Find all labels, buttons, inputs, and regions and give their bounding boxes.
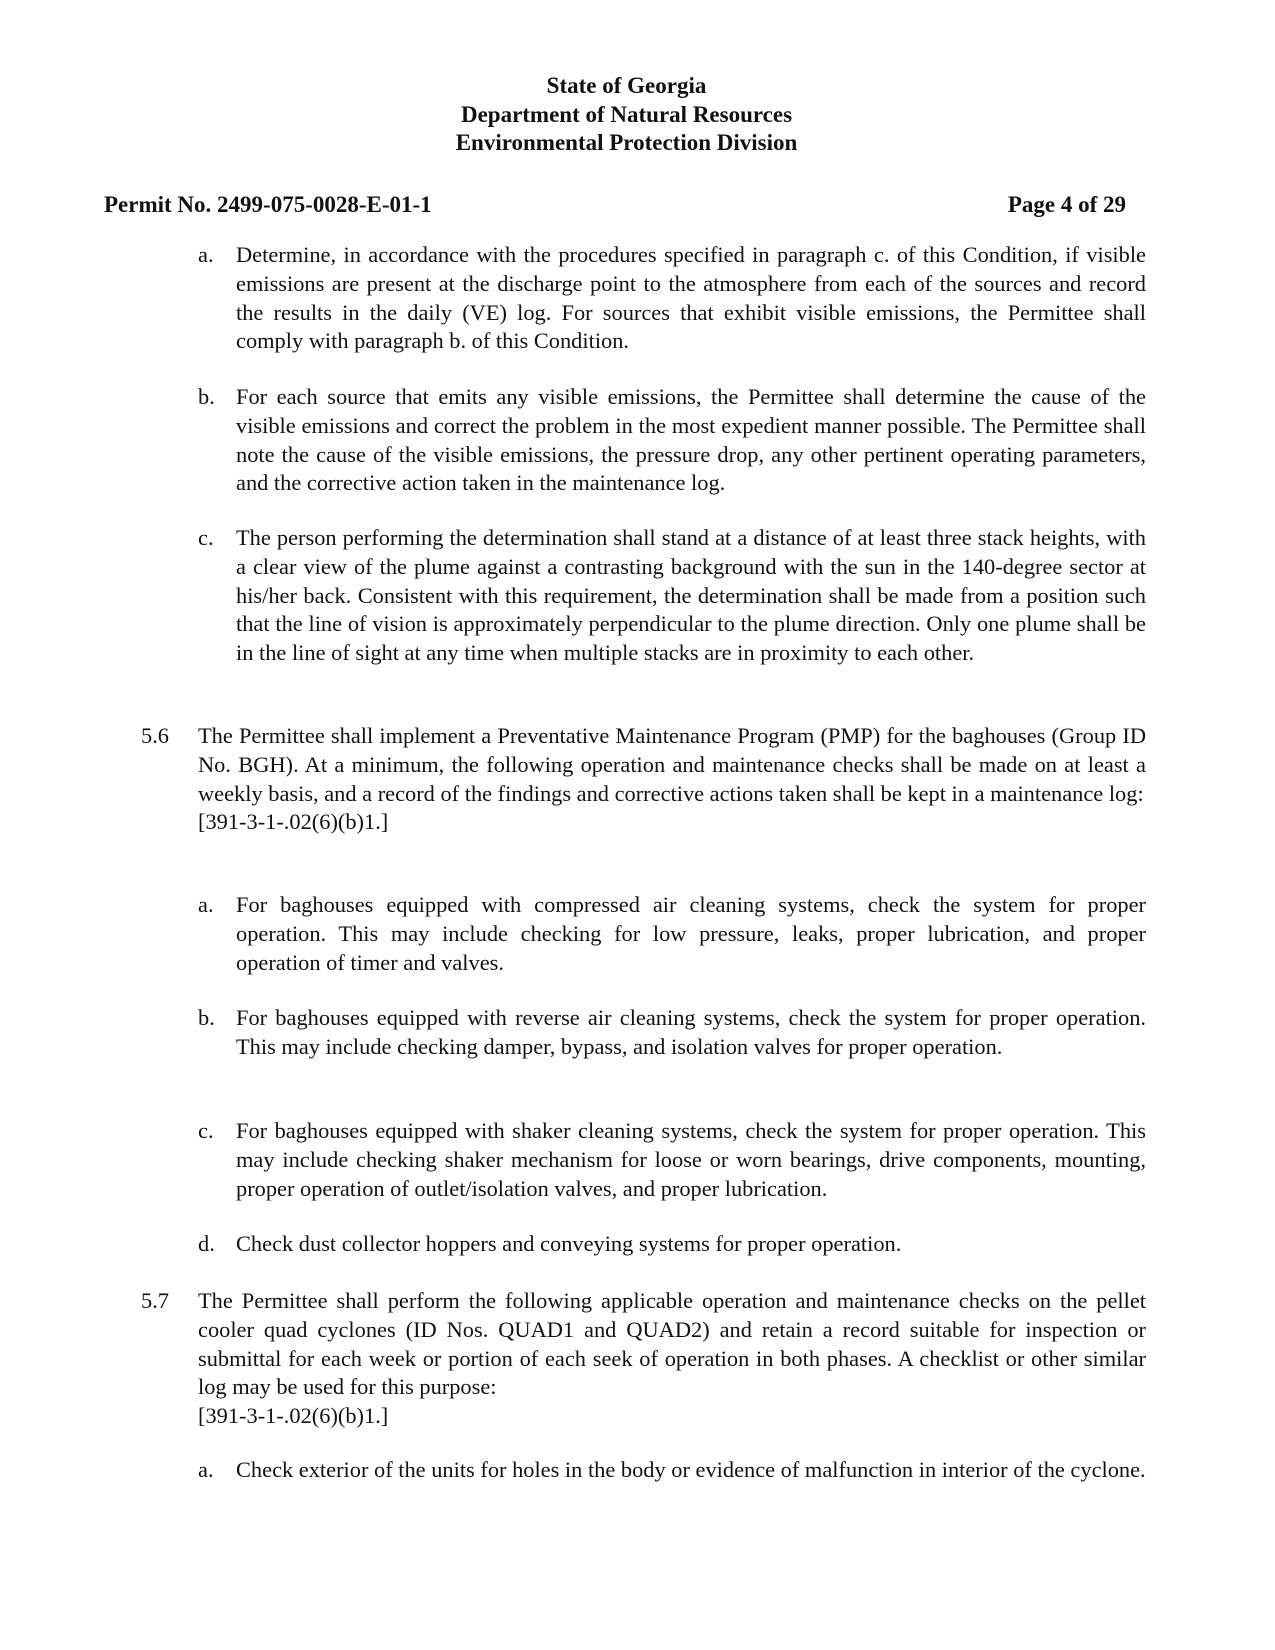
subitem-b-emissions-correction (198, 383, 1146, 498)
subitem-marker: a. (198, 1457, 214, 1482)
subitem-text: Determine, in accordance with the procedures specified in paragraph c. of this Condition, if visible emissions are present at the discharge point to the atmosphere from each of the sources and record the results in the daily (VE) log. For sources that exhibit visible emissions, the Permittee shall comply with paragraph b. of this Condition. (236, 242, 1146, 354)
subitem-marker: b. (198, 1005, 215, 1030)
condition-5-6 (141, 722, 1146, 837)
regulation-citation: [391-3-1-.02(6)(b)1.] (198, 809, 389, 835)
subitem-text: The person performing the determination shall stand at a distance of at least three stack heights, with a clear view of the plume against a contrasting background with the sun in the 140-degree sector at his/her back. Consistent with this requirement, the determination shall be made from a position such that the line of vision is approximately perpendicular to the plume direction. Only one plume shall be in the line of sight at any time when multiple stacks are in proximity to each other. (236, 525, 1146, 666)
subitem-a-cyclone-exterior (198, 1456, 1146, 1485)
subitem-text: Check exterior of the units for holes in the body or evidence of malfunction in interior of the cyclone. (236, 1457, 1146, 1482)
subitem-marker: b. (198, 384, 215, 409)
subitem-marker: d. (198, 1231, 215, 1256)
division-title: Environmental Protection Division (455, 130, 798, 155)
page-number: Page 4 of 29 (1007, 192, 1126, 217)
subitem-c-observer-position (198, 524, 1146, 668)
subitem-marker: c. (198, 525, 214, 550)
subitem-text: Check dust collector hoppers and conveying systems for proper operation. (236, 1231, 902, 1256)
subitem-marker: c. (198, 1118, 214, 1143)
subitem-a-visible-emissions-determination (198, 241, 1146, 356)
state-title: State of Georgia (546, 73, 707, 98)
subitem-a-compressed-air (198, 891, 1146, 977)
regulation-citation: [391-3-1-.02(6)(b)1.] (198, 1403, 389, 1429)
permit-number: Permit No. 2499-075-0028-E-01-1 (104, 192, 432, 217)
agency-header (0, 72, 1253, 158)
subitem-b-reverse-air (198, 1004, 1146, 1062)
department-title: Department of Natural Resources (460, 101, 793, 127)
subitem-c-shaker (198, 1117, 1146, 1203)
condition-5-7 (141, 1287, 1146, 1431)
subitem-text: For baghouses equipped with shaker cleaning systems, check the system for proper operation. This may include checking shaker mechanism for loose or worn bearings, drive components, mounting, proper operation of outlet/isolation valves, and proper lubrication. (236, 1118, 1146, 1201)
subitem-marker: a. (198, 892, 214, 917)
condition-number: 5.6 (141, 723, 169, 748)
subitem-d-dust-collector (198, 1230, 1146, 1259)
subitem-text: For baghouses equipped with reverse air cleaning systems, check the system for proper operation. This may include checking damper, bypass, and isolation valves for proper operation. (236, 1005, 1146, 1059)
subitem-text: For baghouses equipped with compressed air cleaning systems, check the system for proper operation. This may include checking for low pressure, leaks, proper lubrication, and proper operation of timer and valves. (236, 892, 1146, 975)
condition-text: The Permittee shall perform the following applicable operation and maintenance checks on the pellet cooler quad cyclones (ID Nos. QUAD1 and QUAD2) and retain a record suitable for inspection or submittal for each week or portion of each seek of operation in both phases. A checklist or other similar log may be used for this purpose: (198, 1288, 1146, 1400)
condition-number: 5.7 (141, 1288, 169, 1313)
subitem-marker: a. (198, 242, 214, 267)
condition-text: The Permittee shall implement a Preventative Maintenance Program (PMP) for the baghouses (Group ID No. BGH). At a minimum, the following operation and maintenance checks shall be made on at least a weekly basis, and a record of the findings and corrective actions taken shall be kept in a maintenance log: (198, 723, 1146, 806)
subitem-text: For each source that emits any visible emissions, the Permittee shall determine the cause of the visible emissions and correct the problem in the most expedient manner possible. The Permittee shall note the cause of the visible emissions, the pressure drop, any other pertinent operating parameters, and the corrective action taken in the maintenance log. (236, 384, 1146, 496)
